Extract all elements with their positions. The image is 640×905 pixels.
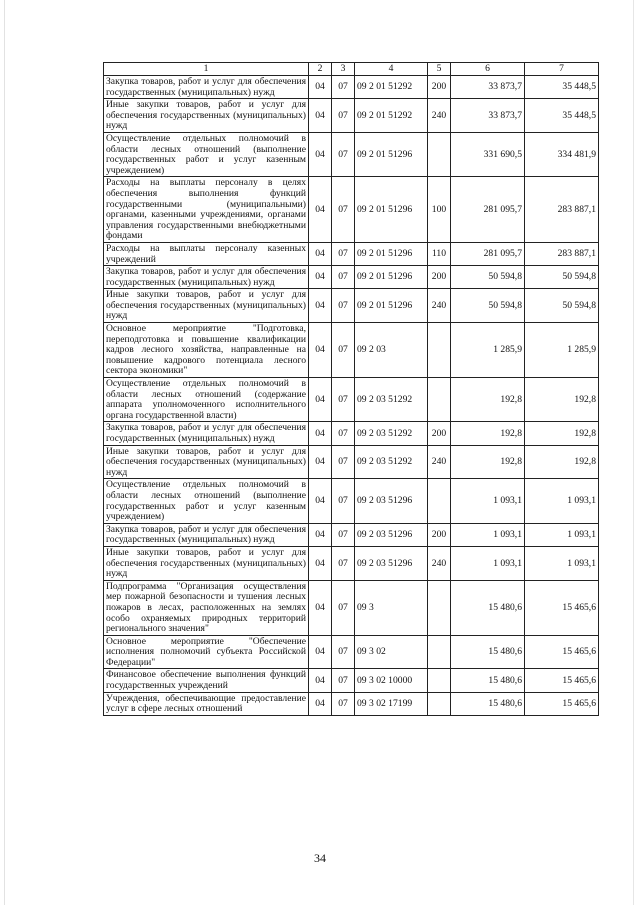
- row-target-article: 09 2 03 51292: [355, 378, 428, 422]
- row-section: 04: [309, 378, 332, 422]
- row-amount-year-1: 281 095,7: [451, 242, 525, 265]
- header-col-7: 7: [525, 63, 599, 76]
- row-name: Закупка товаров, работ и услуг для обеспечения государственных (муниципальных) нужд: [104, 76, 309, 99]
- row-expense-type: 100: [428, 177, 451, 243]
- row-target-article: 09 2 03 51292: [355, 422, 428, 445]
- row-amount-year-1: 33 873,7: [451, 99, 525, 133]
- table-row: [104, 445, 599, 479]
- row-section: 04: [309, 635, 332, 669]
- row-target-article: 09 2 01 51296: [355, 289, 428, 323]
- row-amount-year-1: 331 690,5: [451, 132, 525, 176]
- row-section: 04: [309, 479, 332, 523]
- row-expense-type: [428, 479, 451, 523]
- row-subsection: 07: [332, 289, 355, 323]
- row-name: Учреждения, обеспечивающие предоставление услуг в сфере лесных отношений: [104, 692, 309, 715]
- row-section: 04: [309, 99, 332, 133]
- row-amount-year-1: 192,8: [451, 445, 525, 479]
- row-section: 04: [309, 132, 332, 176]
- row-name: Финансовое обеспечение выполнения функций государственных учреждений: [104, 669, 309, 692]
- row-amount-year-1: 50 594,8: [451, 266, 525, 289]
- row-subsection: 07: [332, 266, 355, 289]
- row-name: Основное мероприятие "Подготовка, переподготовка и повышение квалификации кадров лесного хозяйства, направленные на повышение кадрового потенциала лесного сектора экономики": [104, 323, 309, 378]
- row-amount-year-1: 1 285,9: [451, 323, 525, 378]
- table-row: [104, 76, 599, 99]
- row-amount-year-1: 15 480,6: [451, 580, 525, 635]
- row-subsection: 07: [332, 546, 355, 580]
- row-subsection: 07: [332, 323, 355, 378]
- header-col-3: 3: [332, 63, 355, 76]
- row-amount-year-2: 15 465,6: [525, 580, 599, 635]
- row-name: Основное мероприятие "Обеспечение исполнения полномочий субъекта Российской Федерации": [104, 635, 309, 669]
- row-amount-year-2: 15 465,6: [525, 692, 599, 715]
- row-section: 04: [309, 669, 332, 692]
- table-row: [104, 546, 599, 580]
- row-target-article: 09 2 01 51296: [355, 177, 428, 243]
- header-col-5: 5: [428, 63, 451, 76]
- row-name: Иные закупки товаров, работ и услуг для обеспечения государственных (муниципальных) нужд: [104, 289, 309, 323]
- table-row: [104, 669, 599, 692]
- row-target-article: 09 2 03 51296: [355, 523, 428, 546]
- page-number: 34: [314, 851, 326, 865]
- header-col-4: 4: [355, 63, 428, 76]
- row-expense-type: [428, 580, 451, 635]
- row-target-article: 09 2 01 51296: [355, 132, 428, 176]
- row-subsection: 07: [332, 177, 355, 243]
- row-section: 04: [309, 323, 332, 378]
- row-subsection: 07: [332, 76, 355, 99]
- row-amount-year-1: 15 480,6: [451, 669, 525, 692]
- table-body: [104, 76, 599, 716]
- row-subsection: 07: [332, 692, 355, 715]
- row-amount-year-2: 283 887,1: [525, 242, 599, 265]
- table-row: [104, 422, 599, 445]
- header-row: [104, 63, 599, 76]
- row-expense-type: [428, 635, 451, 669]
- row-name: Иные закупки товаров, работ и услуг для обеспечения государственных (муниципальных) нужд: [104, 99, 309, 133]
- row-name: Осуществление отдельных полномочий в области лесных отношений (выполнение государственных работ и услуг казенным учреждением): [104, 132, 309, 176]
- row-amount-year-1: 1 093,1: [451, 523, 525, 546]
- row-amount-year-2: 192,8: [525, 445, 599, 479]
- row-expense-type: 240: [428, 289, 451, 323]
- row-amount-year-2: 35 448,5: [525, 99, 599, 133]
- row-target-article: 09 3: [355, 580, 428, 635]
- row-name: Расходы на выплаты персоналу в целях обеспечения выполнения функций государственными (муниципальными) органами, казенными учреждениями, органами управления государственными внебюджетными фондами: [104, 177, 309, 243]
- row-expense-type: 200: [428, 266, 451, 289]
- row-amount-year-1: 15 480,6: [451, 635, 525, 669]
- row-name: Закупка товаров, работ и услуг для обеспечения государственных (муниципальных) нужд: [104, 422, 309, 445]
- row-amount-year-2: 1 093,1: [525, 523, 599, 546]
- scan-edge-left: [4, 0, 5, 905]
- row-amount-year-1: 1 093,1: [451, 546, 525, 580]
- table-row: [104, 580, 599, 635]
- table-row: [104, 289, 599, 323]
- row-amount-year-2: 334 481,9: [525, 132, 599, 176]
- row-expense-type: 240: [428, 445, 451, 479]
- row-target-article: 09 2 03: [355, 323, 428, 378]
- row-name: Иные закупки товаров, работ и услуг для обеспечения государственных (муниципальных) нужд: [104, 445, 309, 479]
- row-name: Осуществление отдельных полномочий в области лесных отношений (содержание аппарата уполномоченного исполнительного органа государственной власти): [104, 378, 309, 422]
- row-target-article: 09 3 02: [355, 635, 428, 669]
- row-target-article: 09 3 02 17199: [355, 692, 428, 715]
- table-row: [104, 523, 599, 546]
- header-col-2: 2: [309, 63, 332, 76]
- header-col-1: 1: [104, 63, 309, 76]
- row-subsection: 07: [332, 635, 355, 669]
- row-amount-year-1: 192,8: [451, 422, 525, 445]
- row-name: Расходы на выплаты персоналу казенных учреждений: [104, 242, 309, 265]
- table-row: [104, 378, 599, 422]
- row-amount-year-2: 35 448,5: [525, 76, 599, 99]
- row-expense-type: 110: [428, 242, 451, 265]
- row-expense-type: [428, 378, 451, 422]
- row-expense-type: 200: [428, 523, 451, 546]
- row-amount-year-1: 281 095,7: [451, 177, 525, 243]
- row-subsection: 07: [332, 479, 355, 523]
- row-section: 04: [309, 266, 332, 289]
- table-row: [104, 242, 599, 265]
- row-name: Закупка товаров, работ и услуг для обеспечения государственных (муниципальных) нужд: [104, 266, 309, 289]
- row-expense-type: 200: [428, 76, 451, 99]
- row-amount-year-2: 15 465,6: [525, 635, 599, 669]
- row-target-article: 09 2 03 51292: [355, 445, 428, 479]
- row-name: Осуществление отдельных полномочий в области лесных отношений (выполнение государственных работ и услуг казенным учреждением): [104, 479, 309, 523]
- row-subsection: 07: [332, 378, 355, 422]
- row-section: 04: [309, 422, 332, 445]
- table-row: [104, 635, 599, 669]
- budget-table: [103, 62, 599, 716]
- row-section: 04: [309, 76, 332, 99]
- row-amount-year-2: 15 465,6: [525, 669, 599, 692]
- row-section: 04: [309, 177, 332, 243]
- row-expense-type: [428, 323, 451, 378]
- row-subsection: 07: [332, 523, 355, 546]
- header-col-6: 6: [451, 63, 525, 76]
- row-section: 04: [309, 546, 332, 580]
- row-target-article: 09 2 01 51296: [355, 266, 428, 289]
- row-amount-year-1: 1 093,1: [451, 479, 525, 523]
- row-amount-year-2: 192,8: [525, 378, 599, 422]
- row-subsection: 07: [332, 580, 355, 635]
- row-subsection: 07: [332, 669, 355, 692]
- row-target-article: 09 2 03 51296: [355, 479, 428, 523]
- row-amount-year-2: 50 594,8: [525, 289, 599, 323]
- row-subsection: 07: [332, 445, 355, 479]
- row-amount-year-1: 33 873,7: [451, 76, 525, 99]
- table-row: [104, 266, 599, 289]
- row-amount-year-2: 192,8: [525, 422, 599, 445]
- row-subsection: 07: [332, 422, 355, 445]
- table-row: [104, 132, 599, 176]
- row-section: 04: [309, 523, 332, 546]
- row-name: Иные закупки товаров, работ и услуг для обеспечения государственных (муниципальных) нужд: [104, 546, 309, 580]
- row-target-article: 09 2 01 51292: [355, 76, 428, 99]
- row-target-article: 09 2 01 51292: [355, 99, 428, 133]
- row-subsection: 07: [332, 242, 355, 265]
- row-target-article: 09 2 01 51296: [355, 242, 428, 265]
- row-target-article: 09 3 02 10000: [355, 669, 428, 692]
- row-expense-type: 200: [428, 422, 451, 445]
- row-section: 04: [309, 692, 332, 715]
- scan-edge-right: [633, 0, 634, 905]
- table-row: [104, 323, 599, 378]
- row-name: Подпрограмма "Организация осуществления мер пожарной безопасности и тушения лесных пожаров в лесах, расположенных на землях особо охраняемых природных территорий регионального значения": [104, 580, 309, 635]
- row-expense-type: [428, 669, 451, 692]
- row-expense-type: 240: [428, 546, 451, 580]
- row-section: 04: [309, 289, 332, 323]
- row-name: Закупка товаров, работ и услуг для обеспечения государственных (муниципальных) нужд: [104, 523, 309, 546]
- table-row: [104, 479, 599, 523]
- row-amount-year-2: 1 093,1: [525, 479, 599, 523]
- row-amount-year-1: 15 480,6: [451, 692, 525, 715]
- row-subsection: 07: [332, 132, 355, 176]
- row-amount-year-2: 50 594,8: [525, 266, 599, 289]
- row-amount-year-2: 1 285,9: [525, 323, 599, 378]
- row-target-article: 09 2 03 51296: [355, 546, 428, 580]
- row-amount-year-2: 283 887,1: [525, 177, 599, 243]
- row-amount-year-2: 1 093,1: [525, 546, 599, 580]
- table-row: [104, 99, 599, 133]
- row-section: 04: [309, 580, 332, 635]
- row-amount-year-1: 192,8: [451, 378, 525, 422]
- row-expense-type: [428, 692, 451, 715]
- row-section: 04: [309, 242, 332, 265]
- row-section: 04: [309, 445, 332, 479]
- row-expense-type: [428, 132, 451, 176]
- table-row: [104, 692, 599, 715]
- row-expense-type: 240: [428, 99, 451, 133]
- row-amount-year-1: 50 594,8: [451, 289, 525, 323]
- table-row: [104, 177, 599, 243]
- row-subsection: 07: [332, 99, 355, 133]
